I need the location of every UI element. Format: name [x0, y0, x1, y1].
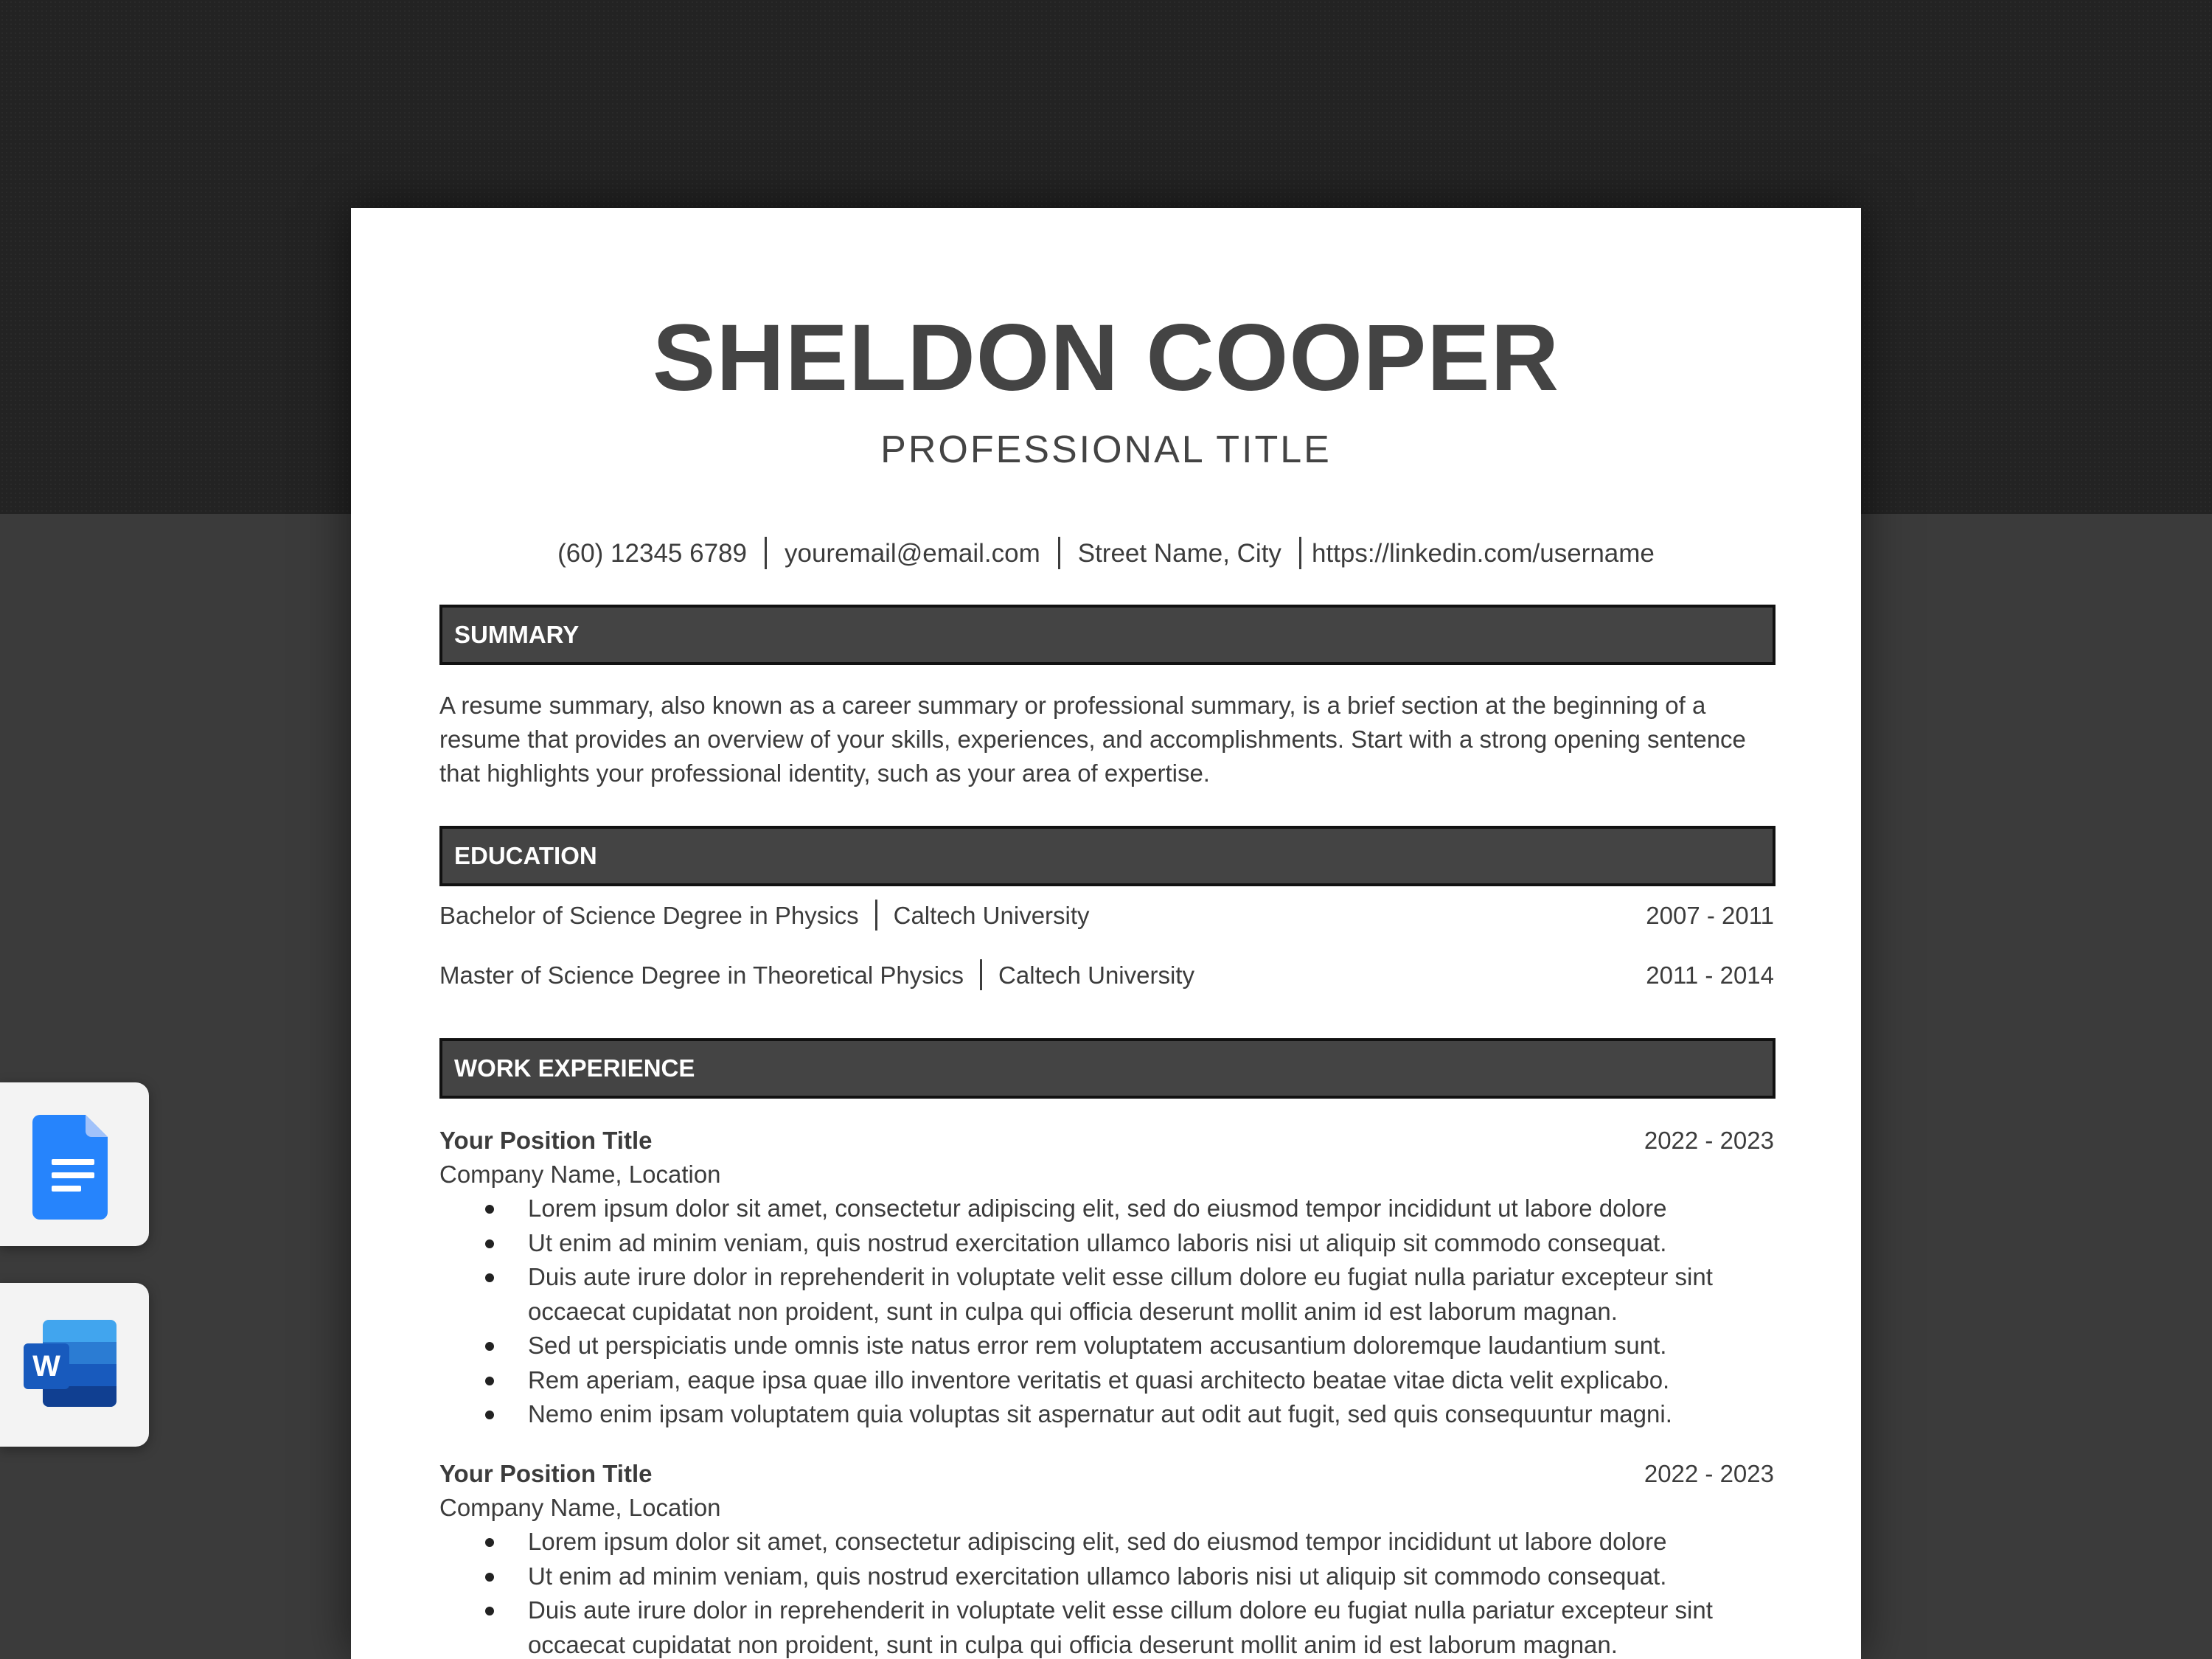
divider: [1058, 537, 1060, 569]
job-company: Company Name, Location: [439, 1161, 721, 1188]
job-bullet: Lorem ipsum dolor sit amet, consectetur adipiscing elit, sed do eiusmod tempor incididunt ut labore dolore: [439, 1525, 1775, 1559]
education-heading-label: EDUCATION: [454, 842, 597, 869]
job-bullet: Rem aperiam, eaque ipsa quae illo inventore veritatis et quasi architecto beatae vitae dicta velit explicabo.: [439, 1363, 1775, 1398]
google-docs-icon: [0, 1082, 149, 1246]
summary-heading-label: SUMMARY: [454, 621, 580, 648]
microsoft-word-icon: [0, 1283, 149, 1447]
education-heading: [439, 826, 1775, 886]
contact-phone: (60) 12345 6789: [557, 538, 747, 568]
contact-email: youremail@email.com: [784, 538, 1040, 568]
contact-line: [351, 537, 1861, 569]
divider: [980, 959, 982, 990]
summary-heading: [439, 605, 1775, 665]
education-school: Caltech University: [998, 961, 1194, 989]
contact-address: Street Name, City: [1077, 538, 1281, 568]
microsoft-word-badge[interactable]: [0, 1283, 149, 1447]
divider: [1299, 537, 1301, 569]
job-entry: [439, 1124, 1775, 1432]
work-heading: [439, 1038, 1775, 1099]
professional-title: PROFESSIONAL TITLE: [880, 428, 1332, 471]
job-dates: 2022 - 2023: [1644, 1127, 1774, 1154]
job-bullets: [439, 1192, 1775, 1432]
job-bullet: Sed ut perspiciatis unde omnis iste natus error rem voluptatem accusantium doloremque laudantium sunt.: [439, 1329, 1775, 1363]
education-degree: Master of Science Degree in Theoretical Physics: [439, 961, 964, 989]
google-docs-badge[interactable]: [0, 1082, 149, 1246]
job-bullet: Lorem ipsum dolor sit amet, consectetur adipiscing elit, sed do eiusmod tempor incididunt ut labore dolore: [439, 1192, 1775, 1226]
word-letter: W: [32, 1350, 60, 1382]
resume-name: SHELDON COOPER: [652, 305, 1560, 411]
contact-linkedin: https://linkedin.com/username: [1311, 538, 1655, 568]
education-years: 2007 - 2011: [1646, 901, 1774, 929]
summary-text: A resume summary, also known as a career summary or professional summary, is a brief section at the beginning of a resume that provides an overview of your skills, experiences, and accomplishments. Start with a strong opening sentence that highlights your professional identity, such as your area of expertise.: [439, 692, 1746, 787]
job-bullet: Duis aute irure dolor in reprehenderit in voluptate velit esse cillum dolore eu fugiat nulla pariatur excepteur sint occaecat cupidatat non proident, sunt in culpa qui officia deserunt mollit anim id est laborum magnan.: [439, 1260, 1775, 1329]
education-entry: [439, 900, 1774, 931]
job-bullet: Ut enim ad minim veniam, quis nostrud exercitation ullamco laboris nisi ut aliquip sit commodo consequat.: [439, 1559, 1775, 1594]
job-bullet: Nemo enim ipsam voluptatem quia voluptas sit aspernatur aut odit aut fugit, sed quis consequuntur magni.: [439, 1397, 1775, 1432]
job-title: Your Position Title: [439, 1460, 653, 1487]
job-title: Your Position Title: [439, 1127, 653, 1154]
divider: [765, 537, 767, 569]
job-bullet: Duis aute irure dolor in reprehenderit in voluptate velit esse cillum dolore eu fugiat nulla pariatur excepteur sint occaecat cupidatat non proident, sunt in culpa qui officia deserunt mollit anim id est laborum magnan.: [439, 1593, 1775, 1659]
education-school: Caltech University: [893, 901, 1090, 929]
work-heading-label: WORK EXPERIENCE: [454, 1054, 695, 1082]
education-years: 2011 - 2014: [1646, 961, 1774, 989]
job-dates: 2022 - 2023: [1644, 1460, 1774, 1487]
job-bullet: Ut enim ad minim veniam, quis nostrud exercitation ullamco laboris nisi ut aliquip sit commodo consequat.: [439, 1226, 1775, 1261]
job-bullets: [439, 1525, 1775, 1659]
education-degree: Bachelor of Science Degree in Physics: [439, 901, 859, 929]
resume-page: [351, 208, 1861, 1659]
job-entry: [439, 1457, 1775, 1659]
divider: [875, 900, 877, 931]
job-company: Company Name, Location: [439, 1494, 721, 1521]
education-entry: [439, 959, 1774, 990]
